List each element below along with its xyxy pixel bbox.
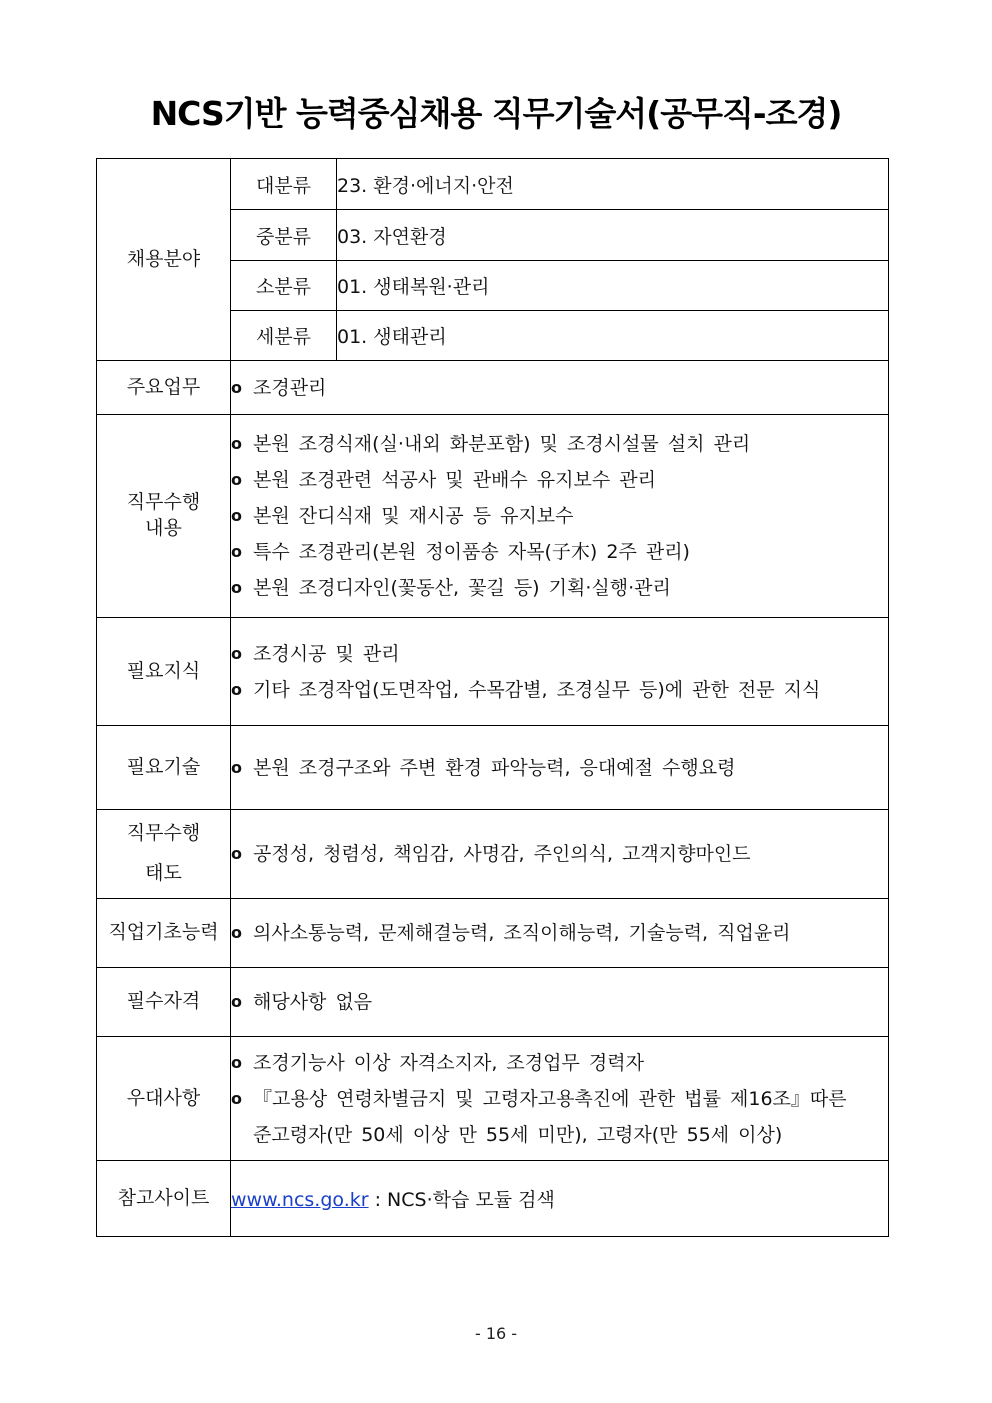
reference-description: : NCS·학습 모듈 검색 [368,1189,555,1211]
skills-list [231,726,889,810]
job-description-table [96,158,889,1237]
page-number: - 16 - [474,1324,518,1343]
basic-ability-label: 직업기초능력 [97,899,231,968]
qualification-list [231,968,889,1037]
skills-row [97,726,889,810]
main-duty-row [97,361,889,415]
basic-ability-list [231,899,889,968]
duty-content-label: 직무수행 내용 [97,415,231,618]
attitude-label: 직무수행 태도 [97,810,231,899]
bullet: o [231,1052,242,1072]
list-item: o 조경기능사 이상 자격소지자, 조경업무 경력자 [231,1045,888,1081]
list-item: o 해당사항 없음 [231,984,888,1020]
duty-content-list [231,415,889,618]
bullet: o [231,643,242,663]
bullet: o [231,470,242,489]
duty-content-row [97,415,889,618]
list-item-continuation: 준고령자(만 50세 이상 만 55세 미만), 고령자(만 55세 이상) [253,1123,783,1146]
preference-list [231,1037,889,1161]
list-item: o 특수 조경관리(본원 정이품송 자목(子木) 2주 관리) [231,534,888,570]
reference-label: 참고사이트 [97,1161,231,1237]
category-value: 01. 생태관리 [337,311,889,361]
knowledge-row [97,618,889,726]
list-item: o 의사소통능력, 문제해결능력, 조직이해능력, 기술능력, 직업윤리 [231,915,888,951]
category-label: 세분류 [231,311,337,361]
list-item: o 본원 조경식재(실·내외 화분포함) 및 조경시설물 설치 관리 [231,426,888,462]
bullet: o [231,377,242,397]
attitude-list [231,810,889,899]
bullet: o [231,578,242,597]
list-item: o 공정성, 청렴성, 책임감, 사명감, 주인의식, 고객지향마인드 [231,836,888,872]
category-value: 03. 자연환경 [337,210,889,261]
bullet: o [231,923,242,942]
list-item: o 조경시공 및 관리 [231,636,888,672]
bullet: o [231,844,242,863]
list-item: o 기타 조경작업(도면작업, 수목감별, 조경실무 등)에 관한 전문 지식 [231,672,888,708]
bullet: o [231,757,242,777]
bullet: o [231,1088,242,1108]
skills-label: 필요기술 [97,726,231,810]
list-item: o 조경관리 [231,370,888,406]
preference-label: 우대사항 [97,1037,231,1161]
page-title: NCS기반 능력중심채용 직무기술서(공무직-조경) [150,94,842,133]
category-value: 01. 생태복원·관리 [337,261,889,311]
list-item: o 본원 잔디식재 및 재시공 등 유지보수 [231,498,888,534]
ncs-website-link[interactable]: www.ncs.go.kr [231,1189,369,1211]
category-value: 23. 환경·에너지·안전 [337,159,889,210]
list-item: o 본원 조경관련 석공사 및 관배수 유지보수 관리 [231,462,888,498]
bullet: o [231,506,242,525]
list-item: o 『고용상 연령차별금지 및 고령자고용촉진에 관한 법률 제16조』따른 [231,1081,888,1117]
preference-row [97,1037,889,1161]
bullet: o [231,542,242,561]
list-item: o 본원 조경구조와 주변 환경 파악능력, 응대예절 수행요령 [231,750,888,786]
category-label: 중분류 [231,210,337,261]
bullet: o [231,434,242,453]
knowledge-list [231,618,889,726]
main-duty-label: 주요업무 [97,361,231,415]
category-label: 대분류 [231,159,337,210]
bullet: o [231,992,242,1011]
classification-label: 채용분야 [97,159,231,361]
reference-content [231,1161,889,1237]
qualification-label: 필수자격 [97,968,231,1037]
qualification-row [97,968,889,1037]
category-label: 소분류 [231,261,337,311]
attitude-row [97,810,889,899]
bullet: o [231,679,242,699]
knowledge-label: 필요지식 [97,618,231,726]
list-item: o 본원 조경디자인(꽃동산, 꽃길 등) 기획·실행·관리 [231,570,888,606]
classification-row-major [97,159,889,210]
basic-ability-row [97,899,889,968]
main-duty-content [231,361,889,415]
reference-row [97,1161,889,1237]
